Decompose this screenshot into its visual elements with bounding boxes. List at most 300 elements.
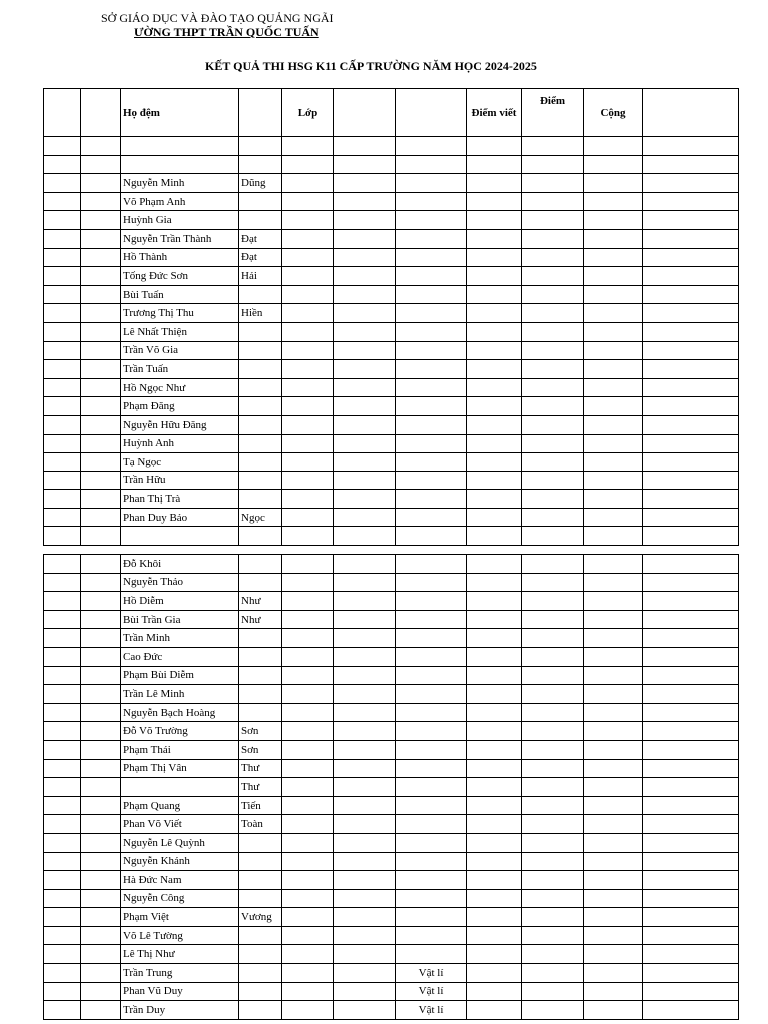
ten-cell [239,685,282,704]
table-row [44,471,739,490]
ten-cell [239,360,282,379]
ho-dem-cell: Trương Thị Thu [121,304,239,323]
blank-cell [643,908,739,927]
mon-cell [396,248,467,267]
ten-cell: Đạt [239,248,282,267]
cong-cell [584,703,643,722]
code-cell [81,573,121,592]
table-row [44,267,739,286]
cong-cell [584,341,643,360]
code-cell [81,378,121,397]
blank-cell [334,155,396,174]
stt-cell [44,434,81,453]
blank-cell [334,573,396,592]
code-cell [81,155,121,174]
table-row [44,703,739,722]
diem-viet-cell [467,573,522,592]
blank-cell [643,982,739,1001]
lop-cell [282,341,334,360]
ho-dem-cell: Võ Lê Tường [121,926,239,945]
table-row [44,322,739,341]
code-cell [81,982,121,1001]
lop-cell [282,397,334,416]
stt-cell [44,629,81,648]
code-cell [81,871,121,890]
cong-cell [584,192,643,211]
cong-cell [584,360,643,379]
ten-cell [239,490,282,509]
mon-cell [396,322,467,341]
blank-cell [334,267,396,286]
diem-cell [522,908,584,927]
cong-cell [584,508,643,527]
lop-cell [282,703,334,722]
mon-cell [396,360,467,379]
cong-cell [584,229,643,248]
stt-cell [44,778,81,797]
blank-cell [334,908,396,927]
cong-cell [584,322,643,341]
diem-viet-cell [467,852,522,871]
stt-cell [44,685,81,704]
header-diem-viet: Điểm viết [467,89,522,137]
diem-viet-cell [467,155,522,174]
table-row [44,647,739,666]
diem-cell [522,527,584,546]
stt-cell [44,248,81,267]
blank-cell [643,555,739,574]
ho-dem-cell: Lê Thị Như [121,945,239,964]
mon-cell [396,453,467,472]
ten-cell: Hải [239,267,282,286]
lop-cell [282,592,334,611]
code-cell [81,796,121,815]
code-cell [81,852,121,871]
code-cell [81,722,121,741]
ho-dem-cell: Phan Duy Bảo [121,508,239,527]
diem-viet-cell [467,759,522,778]
ten-cell [239,137,282,156]
stt-cell [44,852,81,871]
diem-viet-cell [467,248,522,267]
ten-cell [239,471,282,490]
cong-cell [584,267,643,286]
table-row [44,964,739,983]
lop-cell [282,871,334,890]
ho-dem-cell: Trần Võ Gia [121,341,239,360]
blank-cell [334,982,396,1001]
mon-cell [396,852,467,871]
cong-cell [584,685,643,704]
ho-dem-cell: Bùi Tuấn [121,285,239,304]
diem-cell [522,285,584,304]
table-row [44,889,739,908]
mon-cell [396,341,467,360]
table-row [44,248,739,267]
blank-cell [643,397,739,416]
cong-cell [584,155,643,174]
blank-cell [643,211,739,230]
ten-cell [239,703,282,722]
ten-cell [239,527,282,546]
cong-cell [584,397,643,416]
blank-cell [334,685,396,704]
table-row [44,908,739,927]
diem-cell [522,471,584,490]
blank-cell [643,174,739,193]
lop-cell [282,740,334,759]
blank-cell [643,248,739,267]
diem-viet-cell [467,471,522,490]
blank-cell [643,192,739,211]
lop-cell [282,1001,334,1020]
cong-cell [584,926,643,945]
table-row [44,871,739,890]
blank-cell [643,229,739,248]
blank-cell [643,341,739,360]
code-cell [81,285,121,304]
ten-cell [239,629,282,648]
code-cell [81,740,121,759]
lop-cell [282,434,334,453]
stt-cell [44,360,81,379]
stt-cell [44,137,81,156]
blank-cell [334,192,396,211]
stt-cell [44,192,81,211]
diem-viet-cell [467,322,522,341]
code-cell [81,174,121,193]
diem-cell [522,722,584,741]
diem-cell [522,833,584,852]
blank-cell [643,833,739,852]
stt-cell [44,471,81,490]
blank-cell [334,434,396,453]
ho-dem-cell: Trần Trung [121,964,239,983]
blank-cell [643,926,739,945]
blank-cell [643,508,739,527]
diem-viet-cell [467,740,522,759]
ho-dem-cell: Trần Hữu [121,471,239,490]
code-cell [81,267,121,286]
ten-cell [239,555,282,574]
ten-cell: Sơn [239,740,282,759]
ten-cell: Ngọc [239,508,282,527]
stt-cell [44,740,81,759]
mon-cell [396,629,467,648]
mon-cell [396,229,467,248]
stt-cell [44,871,81,890]
table-row [44,174,739,193]
lop-cell [282,360,334,379]
mon-cell [396,908,467,927]
ten-cell [239,397,282,416]
header-cell [396,89,467,137]
diem-cell [522,796,584,815]
blank-cell [643,740,739,759]
code-cell [81,666,121,685]
lop-cell [282,229,334,248]
lop-cell [282,211,334,230]
table-row [44,378,739,397]
blank-cell [334,453,396,472]
blank-cell [643,137,739,156]
blank-cell [643,629,739,648]
cong-cell [584,304,643,323]
ten-cell [239,434,282,453]
diem-viet-cell [467,267,522,286]
blank-cell [334,415,396,434]
ho-dem-cell: Hồ Thành [121,248,239,267]
stt-cell [44,908,81,927]
cong-cell [584,666,643,685]
code-cell [81,685,121,704]
stt-cell [44,889,81,908]
blank-cell [643,378,739,397]
mon-cell [396,666,467,685]
diem-viet-cell [467,685,522,704]
blank-cell [334,304,396,323]
ten-cell [239,285,282,304]
mon-cell: Vật lí [396,982,467,1001]
blank-cell [334,527,396,546]
ho-dem-cell: Phạm Quang [121,796,239,815]
code-cell [81,434,121,453]
ten-cell [239,155,282,174]
diem-cell [522,647,584,666]
lop-cell [282,945,334,964]
blank-cell [643,527,739,546]
diem-viet-cell [467,629,522,648]
blank-cell [643,722,739,741]
blank-cell [334,666,396,685]
stt-cell [44,666,81,685]
ho-dem-cell: Nguyễn Trần Thành [121,229,239,248]
diem-viet-cell [467,192,522,211]
mon-cell [396,397,467,416]
code-cell [81,192,121,211]
ho-dem-cell [121,137,239,156]
table-row [44,211,739,230]
diem-cell [522,267,584,286]
ho-dem-cell: Huỳnh Anh [121,434,239,453]
ten-cell: Vương [239,908,282,927]
code-cell [81,610,121,629]
blank-cell [643,592,739,611]
table-row [44,137,739,156]
code-cell [81,759,121,778]
ho-dem-cell: Phạm Việt [121,908,239,927]
ho-dem-cell [121,155,239,174]
ten-cell [239,415,282,434]
mon-cell [396,508,467,527]
blank-cell [334,815,396,834]
stt-cell [44,796,81,815]
ten-cell [239,341,282,360]
cong-cell [584,592,643,611]
diem-viet-cell [467,778,522,797]
code-cell [81,397,121,416]
code-cell [81,629,121,648]
blank-cell [334,778,396,797]
lop-cell [282,647,334,666]
lop-cell [282,964,334,983]
ho-dem-cell: Nguyễn Lê Quỳnh [121,833,239,852]
ho-dem-cell: Nguyễn Khánh [121,852,239,871]
diem-viet-cell [467,174,522,193]
stt-cell [44,555,81,574]
stt-cell [44,174,81,193]
diem-cell [522,666,584,685]
diem-cell [522,982,584,1001]
lop-cell [282,527,334,546]
table-row [44,304,739,323]
blank-cell [334,871,396,890]
table-row [44,341,739,360]
ten-cell: Như [239,592,282,611]
stt-cell [44,527,81,546]
cong-cell [584,174,643,193]
mon-cell [396,871,467,890]
blank-cell [334,174,396,193]
lop-cell [282,778,334,797]
code-cell [81,815,121,834]
cong-cell [584,945,643,964]
cong-cell [584,527,643,546]
code-cell [81,778,121,797]
diem-cell [522,453,584,472]
mon-cell [396,833,467,852]
results-table-1 [43,88,739,546]
ho-dem-cell: Hồ Ngọc Như [121,378,239,397]
code-cell [81,647,121,666]
ho-dem-cell [121,527,239,546]
cong-cell [584,471,643,490]
blank-cell [643,322,739,341]
lop-cell [282,453,334,472]
lop-cell [282,889,334,908]
mon-cell [396,137,467,156]
diem-viet-cell [467,722,522,741]
lop-cell [282,285,334,304]
lop-cell [282,666,334,685]
lop-cell [282,796,334,815]
mon-cell [396,378,467,397]
header-cell [334,89,396,137]
blank-cell [643,945,739,964]
mon-cell [396,796,467,815]
stt-cell [44,722,81,741]
ho-dem-cell: Phạm Thị Vân [121,759,239,778]
mon-cell [396,471,467,490]
table-row [44,722,739,741]
code-cell [81,453,121,472]
diem-cell [522,322,584,341]
stt-cell [44,982,81,1001]
diem-viet-cell [467,871,522,890]
ten-cell [239,666,282,685]
code-cell [81,415,121,434]
mon-cell: Vật lí [396,1001,467,1020]
cong-cell [584,722,643,741]
lop-cell [282,248,334,267]
stt-cell [44,453,81,472]
stt-cell [44,1001,81,1020]
diem-viet-cell [467,378,522,397]
ten-cell [239,322,282,341]
ten-cell [239,945,282,964]
blank-cell [643,871,739,890]
ten-cell [239,192,282,211]
table-row [44,434,739,453]
ho-dem-cell: Bùi Trần Gia [121,610,239,629]
stt-cell [44,647,81,666]
lop-cell [282,926,334,945]
table-row [44,592,739,611]
diem-cell [522,397,584,416]
diem-cell [522,137,584,156]
stt-cell [44,573,81,592]
blank-cell [334,926,396,945]
code-cell [81,555,121,574]
diem-viet-cell [467,304,522,323]
mon-cell [396,527,467,546]
diem-viet-cell [467,229,522,248]
ten-cell [239,573,282,592]
ten-cell [239,889,282,908]
mon-cell [396,815,467,834]
diem-cell [522,248,584,267]
ho-dem-cell: Nguyễn Hữu Đăng [121,415,239,434]
diem-viet-cell [467,453,522,472]
ho-dem-cell: Đỗ Khôi [121,555,239,574]
mon-cell [396,285,467,304]
diem-viet-cell [467,703,522,722]
table-row [44,360,739,379]
code-cell [81,322,121,341]
code-cell [81,703,121,722]
header-cell [44,89,81,137]
lop-cell [282,852,334,871]
stt-cell [44,322,81,341]
ho-dem-cell: Trần Duy [121,1001,239,1020]
ho-dem-cell: Trần Minh [121,629,239,648]
ho-dem-cell: Nguyễn Minh [121,174,239,193]
cong-cell [584,852,643,871]
blank-cell [334,796,396,815]
blank-cell [334,964,396,983]
diem-cell [522,1001,584,1020]
diem-viet-cell [467,926,522,945]
diem-cell [522,490,584,509]
ho-dem-cell: Phạm Thái [121,740,239,759]
code-cell [81,527,121,546]
ho-dem-cell: Tống Đức Sơn [121,267,239,286]
code-cell [81,908,121,927]
mon-cell [396,759,467,778]
blank-cell [334,833,396,852]
lop-cell [282,174,334,193]
diem-viet-cell [467,1001,522,1020]
diem-cell [522,685,584,704]
ho-dem-cell: Đỗ Võ Trường [121,722,239,741]
header-cell [643,89,739,137]
code-cell [81,889,121,908]
ho-dem-cell: Trần Tuấn [121,360,239,379]
blank-cell [643,685,739,704]
ten-cell: Thư [239,778,282,797]
cong-cell [584,815,643,834]
mon-cell [396,267,467,286]
